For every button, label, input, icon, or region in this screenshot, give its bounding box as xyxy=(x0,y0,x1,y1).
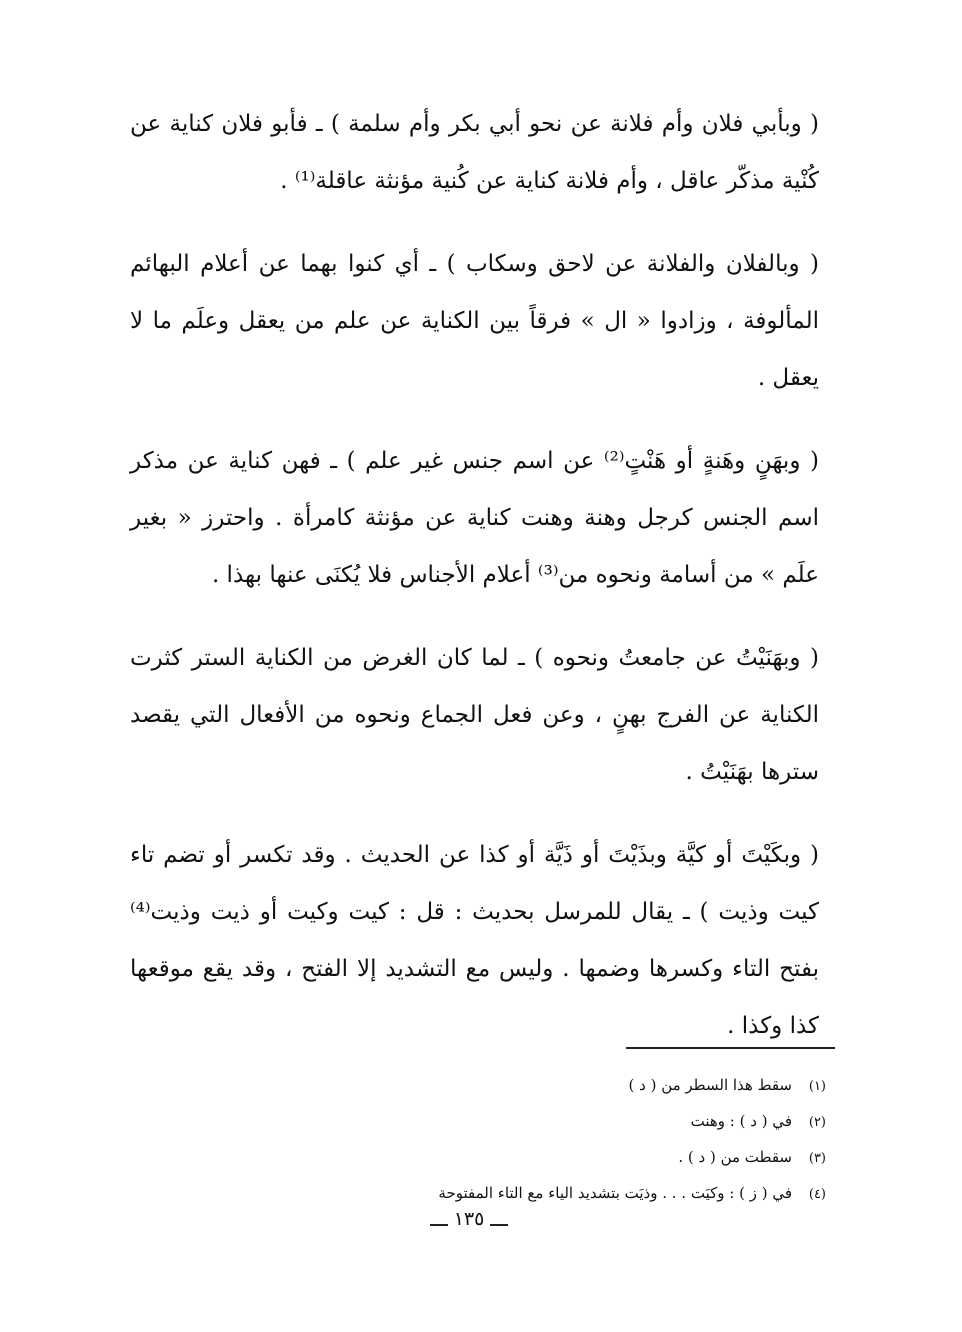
footnote-number: (٢) xyxy=(808,1115,826,1130)
main-text xyxy=(130,96,819,1081)
page-number-text: ١٣٥ xyxy=(436,1208,503,1230)
footnote-number: (١) xyxy=(808,1079,826,1094)
paragraph-4: ( وبهَنَيْتُ عن جامعتُ ونحوه ) ـ لما كان الغرض من الكناية الستر كثرت الكناية عن الفرج بهنٍ ، وعن فعل الجماع ونحوه من الأفعال التي يقصد سترها بهَنَيْتُ . xyxy=(130,645,819,785)
paragraph-3: ( وبهَنٍ وهَنةٍ أو هَنْتٍ⁽²⁾ عن اسم جنس غير علم ) ـ فهن كناية عن مذكر اسم الجنس كرجل وهنة وهنت كناية عن مؤنثة كامرأة . واحترز « بغير علَم » من أسامة ونحوه من⁽³⁾ أعلام الأجناس فلا يُكنَى عنها بهذا . xyxy=(130,448,819,588)
paragraph-5: ( وبكَيْتَ أو كيَّة وبذَيْتَ أو ذَيَّة أو كذا عن الحديث . وقد تكسر أو تضم تاء كيت وذيت ) ـ يقال للمرسل بحديث : قل : كيت وكيت أو ذيت وذيت⁽⁴⁾ بفتح التاء وكسرها وضمها . وليس مع التشديد إلا الفتح ، وقد يقع موقعها كذا وكذا . xyxy=(130,842,819,1039)
footnote-number: (٤) xyxy=(808,1187,826,1202)
footnote-divider xyxy=(626,1047,835,1049)
footnotes xyxy=(360,1068,826,1212)
paragraph-2: ( وبالفلان والفلانة عن لاحق وسكاب ) ـ أي كنوا بهما عن أعلام البهائم المألوفة ، وزادوا « ال » فرقاً بين الكناية عن علم من يعقل وعلَم ما لا يعقل . xyxy=(130,251,819,391)
footnote-text: في ( ز ) : وكيَت . . . وذيَت بتشديد الياء مع التاء المفتوحة xyxy=(438,1184,792,1202)
footnote-number: (٣) xyxy=(808,1151,826,1166)
page-number xyxy=(0,1208,962,1230)
footnote-4 xyxy=(360,1176,826,1212)
footnote-text: في ( د ) : وهنت xyxy=(690,1112,792,1130)
footnote-3 xyxy=(360,1140,826,1176)
footnote-text: سقطت من ( د ) . xyxy=(678,1148,792,1166)
paragraph-1: ( وبأبي فلان وأم فلانة عن نحو أبي بكر وأم سلمة ) ـ فأبو فلان كناية عن كُنْية مذكّر عاقل ، وأم فلانة كناية عن كُنية مؤنثة عاقلة⁽¹⁾ . xyxy=(130,111,819,194)
footnote-2 xyxy=(360,1104,826,1140)
footnote-text: سقط هذا السطر من ( د ) xyxy=(628,1076,792,1094)
footnote-1 xyxy=(360,1068,826,1104)
